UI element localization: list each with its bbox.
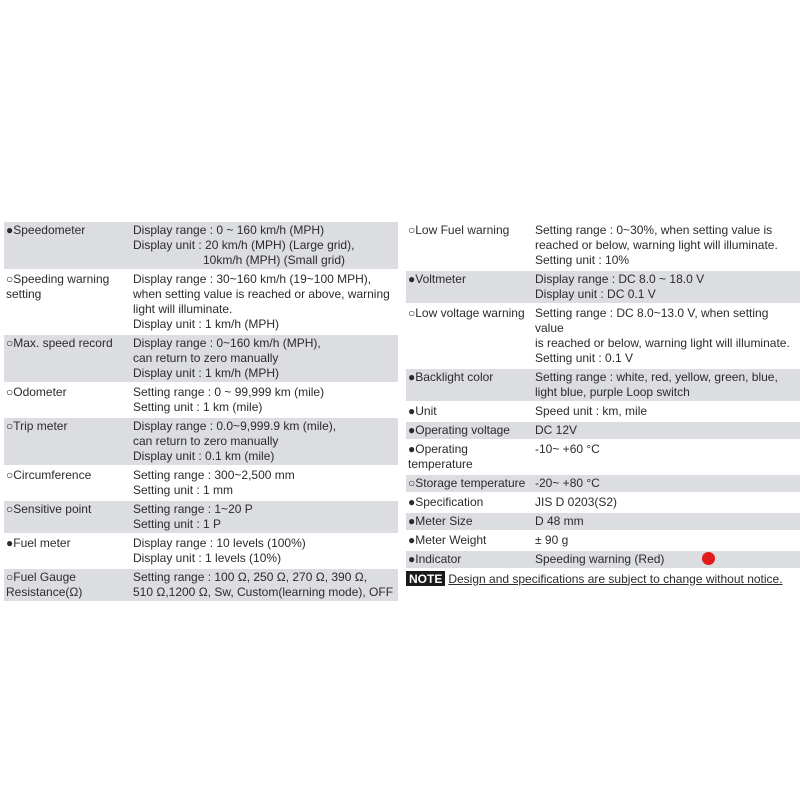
spec-values [133, 502, 398, 532]
spec-value-line [133, 272, 398, 287]
spec-value-text: Display unit : 0.1 km (mile) [133, 449, 275, 463]
spec-value-text: Setting range : white, red, yellow, green, blue, [535, 370, 778, 384]
spec-value-line [535, 351, 800, 366]
spec-row [406, 441, 800, 473]
spec-label: ○Max. speed record [6, 336, 113, 350]
spec-value-text: Display range : 10 levels (100%) [133, 536, 306, 550]
spec-row [406, 222, 800, 269]
spec-label: ○Low voltage warning [408, 306, 525, 320]
spec-value-line [133, 302, 398, 317]
spec-label: ●Voltmeter [408, 272, 466, 286]
spec-value-line [535, 238, 800, 253]
spec-value-line [535, 306, 800, 336]
spec-label: ○Trip meter [6, 419, 68, 433]
spec-value-text: Setting range : 100 Ω, 250 Ω, 270 Ω, 390 Ω, [133, 570, 368, 584]
spec-label: ○Odometer [6, 385, 67, 399]
spec-row [4, 569, 398, 601]
spec-value-line [133, 238, 398, 253]
spec-value-line [535, 253, 800, 268]
spec-value-line [133, 419, 398, 434]
spec-value-text: 10km/h (MPH) (Small grid) [203, 253, 346, 267]
spec-value-text: light will illuminate. [133, 302, 233, 316]
spec-table-right [406, 222, 800, 586]
spec-value-text: can return to zero manually [133, 434, 279, 448]
spec-label: ●Speedometer [6, 223, 86, 237]
spec-value-text: reached or below, warning light will illuminate. [535, 238, 778, 252]
spec-value-text: Speeding warning (Red) [535, 552, 665, 566]
spec-value-text: 510 Ω,1200 Ω, Sw, Custom(learning mode), OFF [133, 585, 394, 599]
spec-label: ●Backlight color [408, 370, 494, 384]
spec-value-line [133, 366, 398, 381]
spec-value-line [133, 502, 398, 517]
spec-value-line [133, 223, 398, 238]
spec-value-line [133, 585, 398, 600]
spec-value-text: Display unit : DC 0.1 V [535, 287, 656, 301]
spec-row [406, 475, 800, 492]
spec-values [133, 468, 398, 498]
spec-values [535, 552, 800, 567]
spec-value-line [535, 423, 800, 438]
spec-value-line [133, 317, 398, 332]
spec-value-line [535, 514, 800, 529]
spec-value-line [535, 385, 800, 400]
spec-value-text: Display range : 0 ~ 160 km/h (MPH) [133, 223, 325, 237]
spec-value-line [133, 336, 398, 351]
spec-value-line [133, 536, 398, 551]
spec-label: ●Indicator [408, 552, 462, 566]
spec-value-line [133, 551, 398, 566]
spec-value-text: Speed unit : km, mile [535, 404, 648, 418]
spec-value-text: when setting value is reached or above, warning [133, 287, 390, 301]
spec-value-text: D 48 mm [535, 514, 584, 528]
spec-value-line [133, 287, 398, 302]
spec-row [406, 403, 800, 420]
spec-value-text: light blue, purple Loop switch [535, 385, 690, 399]
spec-value-line [535, 223, 800, 238]
spec-table-left [4, 222, 398, 601]
spec-value-text: Setting range : DC 8.0~13.0 V, when setting value [535, 306, 769, 335]
spec-value-text: -20~ +80 °C [535, 476, 600, 490]
spec-row [4, 467, 398, 499]
spec-values [535, 370, 800, 400]
spec-row [4, 535, 398, 567]
spec-row [406, 513, 800, 530]
spec-value-text: Display range : 0.0~9,999.9 km (mile), [133, 419, 337, 433]
spec-value-line [535, 495, 800, 510]
spec-value-text: Display unit : 1 km/h (MPH) [133, 317, 280, 331]
spec-value-text: DC 12V [535, 423, 578, 437]
spec-value-line [133, 483, 398, 498]
spec-value-text: Setting unit : 0.1 V [535, 351, 634, 365]
spec-value-text: Display unit : 1 levels (10%) [133, 551, 282, 565]
spec-values [535, 533, 800, 548]
spec-value-line [535, 552, 800, 567]
spec-value-text: can return to zero manually [133, 351, 279, 365]
spec-row [4, 271, 398, 333]
spec-value-text: JIS D 0203(S2) [535, 495, 618, 509]
spec-value-text: Setting unit : 1 P [133, 517, 222, 531]
spec-label: ●Operating temperature [408, 442, 473, 471]
spec-value-text: Display unit : 20 km/h (MPH) (Large grid), [133, 238, 355, 252]
spec-values [133, 272, 398, 332]
note-text: Design and specifications are subject to change without notice. [448, 571, 783, 586]
spec-values [535, 272, 800, 302]
spec-value-line [133, 517, 398, 532]
spec-row [406, 422, 800, 439]
spec-value-line [535, 442, 800, 457]
spec-values [133, 536, 398, 566]
spec-value-text: Setting range : 300~2,500 mm [133, 468, 295, 482]
red-indicator-dot-icon [702, 552, 715, 565]
spec-row [406, 551, 800, 568]
spec-values [133, 570, 398, 600]
spec-value-text: -10~ +60 °C [535, 442, 600, 456]
spec-value-line [535, 404, 800, 419]
spec-value-text: Setting unit : 1 mm [133, 483, 234, 497]
spec-value-line [133, 570, 398, 585]
spec-row [406, 271, 800, 303]
spec-value-line [535, 287, 800, 302]
spec-row [4, 222, 398, 269]
spec-value-line [133, 351, 398, 366]
spec-value-text: Display unit : 1 km/h (MPH) [133, 366, 280, 380]
spec-value-line [535, 336, 800, 351]
spec-values [535, 442, 800, 472]
spec-value-line [133, 434, 398, 449]
spec-label: ●Meter Size [408, 514, 473, 528]
spec-label: ○Storage temperature [408, 476, 526, 490]
spec-values [535, 306, 800, 366]
spec-value-text: Display range : 30~160 km/h (19~100 MPH), [133, 272, 372, 286]
spec-value-text: Setting range : 0 ~ 99,999 km (mile) [133, 385, 325, 399]
spec-label: ●Operating voltage [408, 423, 510, 437]
spec-value-line [133, 385, 398, 400]
spec-values [133, 385, 398, 415]
spec-label: ○Low Fuel warning [408, 223, 510, 237]
spec-value-text: Setting unit : 10% [535, 253, 630, 267]
spec-value-line [133, 253, 398, 268]
spec-label: ○Fuel Gauge Resistance(Ω) [6, 570, 83, 599]
spec-label: ●Specification [408, 495, 484, 509]
spec-label: ●Fuel meter [6, 536, 71, 550]
spec-values [133, 223, 398, 268]
spec-row [406, 305, 800, 367]
spec-row [406, 369, 800, 401]
spec-value-text: Display range : DC 8.0 ~ 18.0 V [535, 272, 705, 286]
spec-values [133, 336, 398, 381]
spec-row [4, 418, 398, 465]
spec-value-text: Setting range : 1~20 P [133, 502, 253, 516]
spec-value-text: Setting range : 0~30%, when setting value is [535, 223, 773, 237]
spec-value-line [535, 533, 800, 548]
spec-value-text: is reached or below, warning light will illuminate. [535, 336, 790, 350]
spec-row [4, 384, 398, 416]
spec-values [535, 404, 800, 419]
spec-value-line [133, 400, 398, 415]
spec-label: ○Sensitive point [6, 502, 92, 516]
spec-values [535, 476, 800, 491]
spec-label: ○Circumference [6, 468, 92, 482]
spec-values [535, 514, 800, 529]
spec-value-text: ± 90 g [535, 533, 569, 547]
spec-value-line [133, 468, 398, 483]
spec-value-text: Setting unit : 1 km (mile) [133, 400, 263, 414]
spec-row [4, 335, 398, 382]
spec-values [133, 419, 398, 464]
spec-row [406, 494, 800, 511]
spec-values [535, 223, 800, 268]
note [406, 571, 800, 586]
spec-value-line [535, 272, 800, 287]
spec-row [4, 501, 398, 533]
spec-row [406, 532, 800, 549]
spec-label: ●Unit [408, 404, 437, 418]
spec-label: ●Meter Weight [408, 533, 487, 547]
spec-value-text: Display range : 0~160 km/h (MPH), [133, 336, 321, 350]
spec-value-line [535, 476, 800, 491]
note-badge: NOTE [406, 571, 445, 586]
spec-values [535, 423, 800, 438]
spec-value-line [535, 370, 800, 385]
spec-values [535, 495, 800, 510]
spec-value-line [133, 449, 398, 464]
spec-label: ○Speeding warning setting [6, 272, 110, 301]
